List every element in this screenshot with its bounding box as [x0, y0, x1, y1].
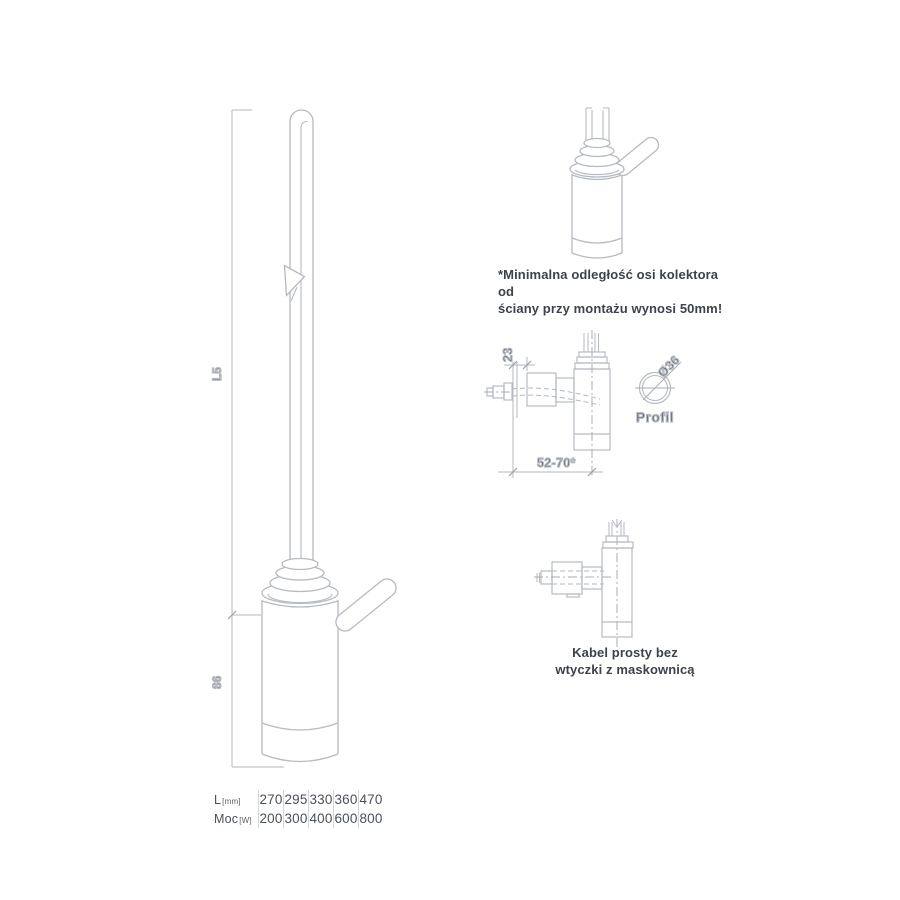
side-mount-figure [484, 330, 682, 478]
mounting-note-line2: ściany przy montażu wynosi 50mm! [498, 301, 723, 316]
detail-housing-cap-line [572, 238, 622, 243]
plug-depth-dimension: 23 [501, 347, 515, 362]
detail-tubes [586, 108, 609, 142]
housing-bottom-arc [262, 754, 338, 762]
spec-table [212, 790, 383, 828]
length-unit: [mm] [222, 797, 241, 806]
cable-plug-tip [537, 573, 540, 584]
cable-cover-neck [582, 567, 602, 589]
power-value: 600 [334, 811, 358, 826]
side-tubes [584, 333, 599, 352]
profile-diameter-label: Ø36 [655, 352, 683, 381]
length-value: 360 [334, 792, 358, 807]
power-value: 300 [284, 811, 308, 826]
length-value: 270 [259, 792, 283, 807]
main-elevation-figure [212, 110, 396, 767]
power-value: 200 [259, 811, 283, 826]
length-dimension-label: L5 [212, 366, 224, 381]
power-label: Moc [214, 811, 239, 826]
wall-distance-dimension: 52-70* [537, 456, 576, 470]
mounting-note-line1: *Minimalna odległość osi kolektora od [498, 267, 719, 299]
power-value: 400 [309, 811, 333, 826]
length-value: 295 [284, 792, 308, 807]
profile-caption: Profil [636, 410, 675, 425]
cover-neck [556, 378, 574, 402]
detail-housing-bottom-arc [572, 253, 622, 258]
housing-height-label: 86 [212, 675, 224, 689]
collector-detail-figure [570, 108, 659, 258]
length-value: 470 [359, 792, 383, 807]
detail-collar-ring-1 [584, 139, 610, 148]
collar-rings [262, 559, 338, 604]
table-row-length-label [212, 790, 258, 809]
detail-housing [572, 174, 622, 258]
cable-caption-line1: Kabel prosty bez [572, 645, 678, 660]
table-row-power-label [212, 809, 258, 828]
cable-cover-box [552, 562, 582, 594]
cover-box [527, 373, 556, 406]
dimension-lines-main [228, 110, 284, 767]
cable-caption-line2: wtyczki z maskownicą [555, 662, 695, 677]
collar-ring-1 [282, 559, 318, 570]
power-value: 800 [359, 811, 383, 826]
power-unit: [W] [239, 816, 252, 825]
housing-body [262, 600, 338, 762]
cable-caption [545, 644, 705, 678]
detail-collar-rings [570, 139, 624, 178]
cable-view-collar-flange [603, 542, 633, 548]
heating-rod-inner-line [301, 122, 308, 567]
housing-cap-line [262, 723, 338, 730]
straight-cable-figure [534, 519, 633, 649]
vent-handle [336, 579, 396, 631]
length-label: L [214, 792, 222, 807]
length-value: 330 [309, 792, 333, 807]
mounting-note [498, 266, 728, 317]
cable-cover-bump [567, 594, 579, 597]
